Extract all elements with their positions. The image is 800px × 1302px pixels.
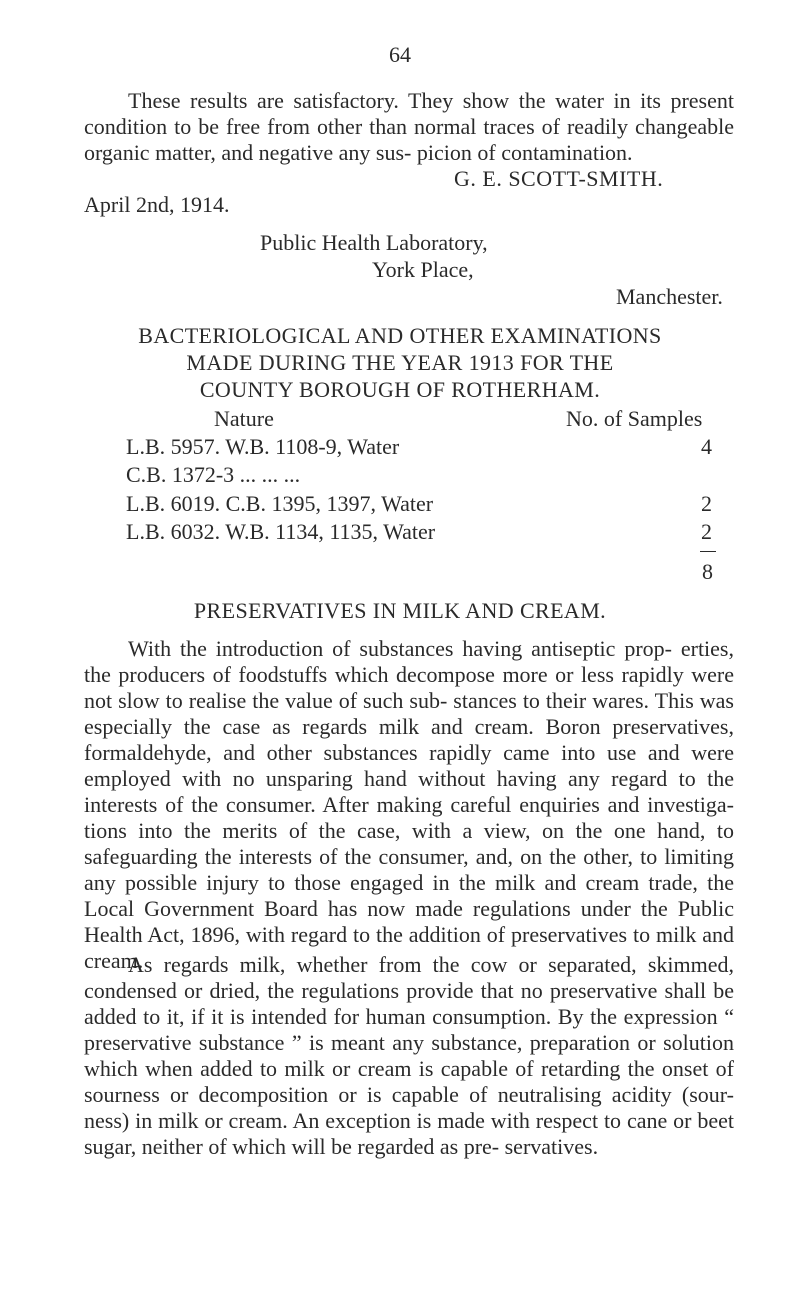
heading-line-1: BACTERIOLOGICAL AND OTHER EXAMINATIONS — [138, 323, 662, 348]
table-row: C.B. 1372-3 ... ... ... — [126, 462, 301, 487]
column-header-samples: No. of Samples — [566, 406, 703, 431]
table-row: L.B. 6019. C.B. 1395, 1397, Water — [126, 491, 434, 516]
signature: G. E. SCOTT-SMITH. — [454, 166, 664, 191]
preservatives-paragraph-1 — [84, 636, 734, 974]
paragraph-text: As regards milk, whether from the cow or separated, skimmed, condensed or dried, the regulations provide that no preservative shall be added to it, if it is intended for human consumption. By the expression “ preservative substance ” is meant any substance, preparation or solution which when added to milk or cream is capable of retarding the onset of sourness or decomposition or is capable of neutralising acidity (sour- ness) in milk or cream. An exception is made with respect to cane or beet sugar, neither of which will be regarded as pre- servatives. — [84, 952, 734, 1159]
section-heading-examinations — [100, 322, 700, 403]
total-rule — [700, 551, 716, 552]
page-number: 64 — [389, 42, 411, 67]
section-heading-preservatives: PRESERVATIVES IN MILK AND CREAM. — [193, 598, 607, 623]
preservatives-paragraph-2 — [84, 952, 734, 1160]
paragraph-text: With the introduction of substances having antiseptic prop- erties, the producers of foodstuffs which decompose more or less rapidly were not slow to realise the value of such sub- stances to their wares. This was especially the case as regards milk and cream. Boron preservatives, formaldehyde, and other substances rapidly came into use and were employed with no unsparing hand without having any regard to the interests of the consumer. After making careful enquiries and investiga- tions into the merits of the case, with a view, on the one hand, to safeguarding the interests of the consumer, and, on the other, to limiting any possible injury to those engaged in the milk and cream trade, the Local Government Board has now made regulations under the Public Health Act, 1896, with regard to the addition of preservatives to milk and cream. — [84, 636, 734, 973]
report-date: April 2nd, 1914. — [84, 192, 230, 217]
address-line-1: Public Health Laboratory, — [260, 230, 488, 255]
column-header-nature: Nature — [214, 406, 274, 431]
results-paragraph — [84, 88, 734, 166]
address-line-3: Manchester. — [616, 284, 723, 309]
heading-line-2: MADE DURING THE YEAR 1913 FOR THE — [186, 350, 614, 375]
sample-count: 2 — [701, 491, 712, 516]
heading-line-3: COUNTY BOROUGH OF ROTHERHAM. — [199, 377, 601, 402]
table-row: L.B. 6032. W.B. 1134, 1135, Water — [126, 519, 436, 544]
sample-count: 2 — [701, 519, 712, 544]
table-row: L.B. 5957. W.B. 1108-9, Water — [126, 434, 400, 459]
samples-total: 8 — [702, 559, 713, 584]
sample-count: 4 — [701, 434, 712, 459]
results-text: These results are satisfactory. They show the water in its present condition to be free from other than normal traces of readily changeable organic matter, and negative any sus- picion of contamination. — [84, 88, 734, 165]
address-line-2: York Place, — [372, 257, 474, 282]
